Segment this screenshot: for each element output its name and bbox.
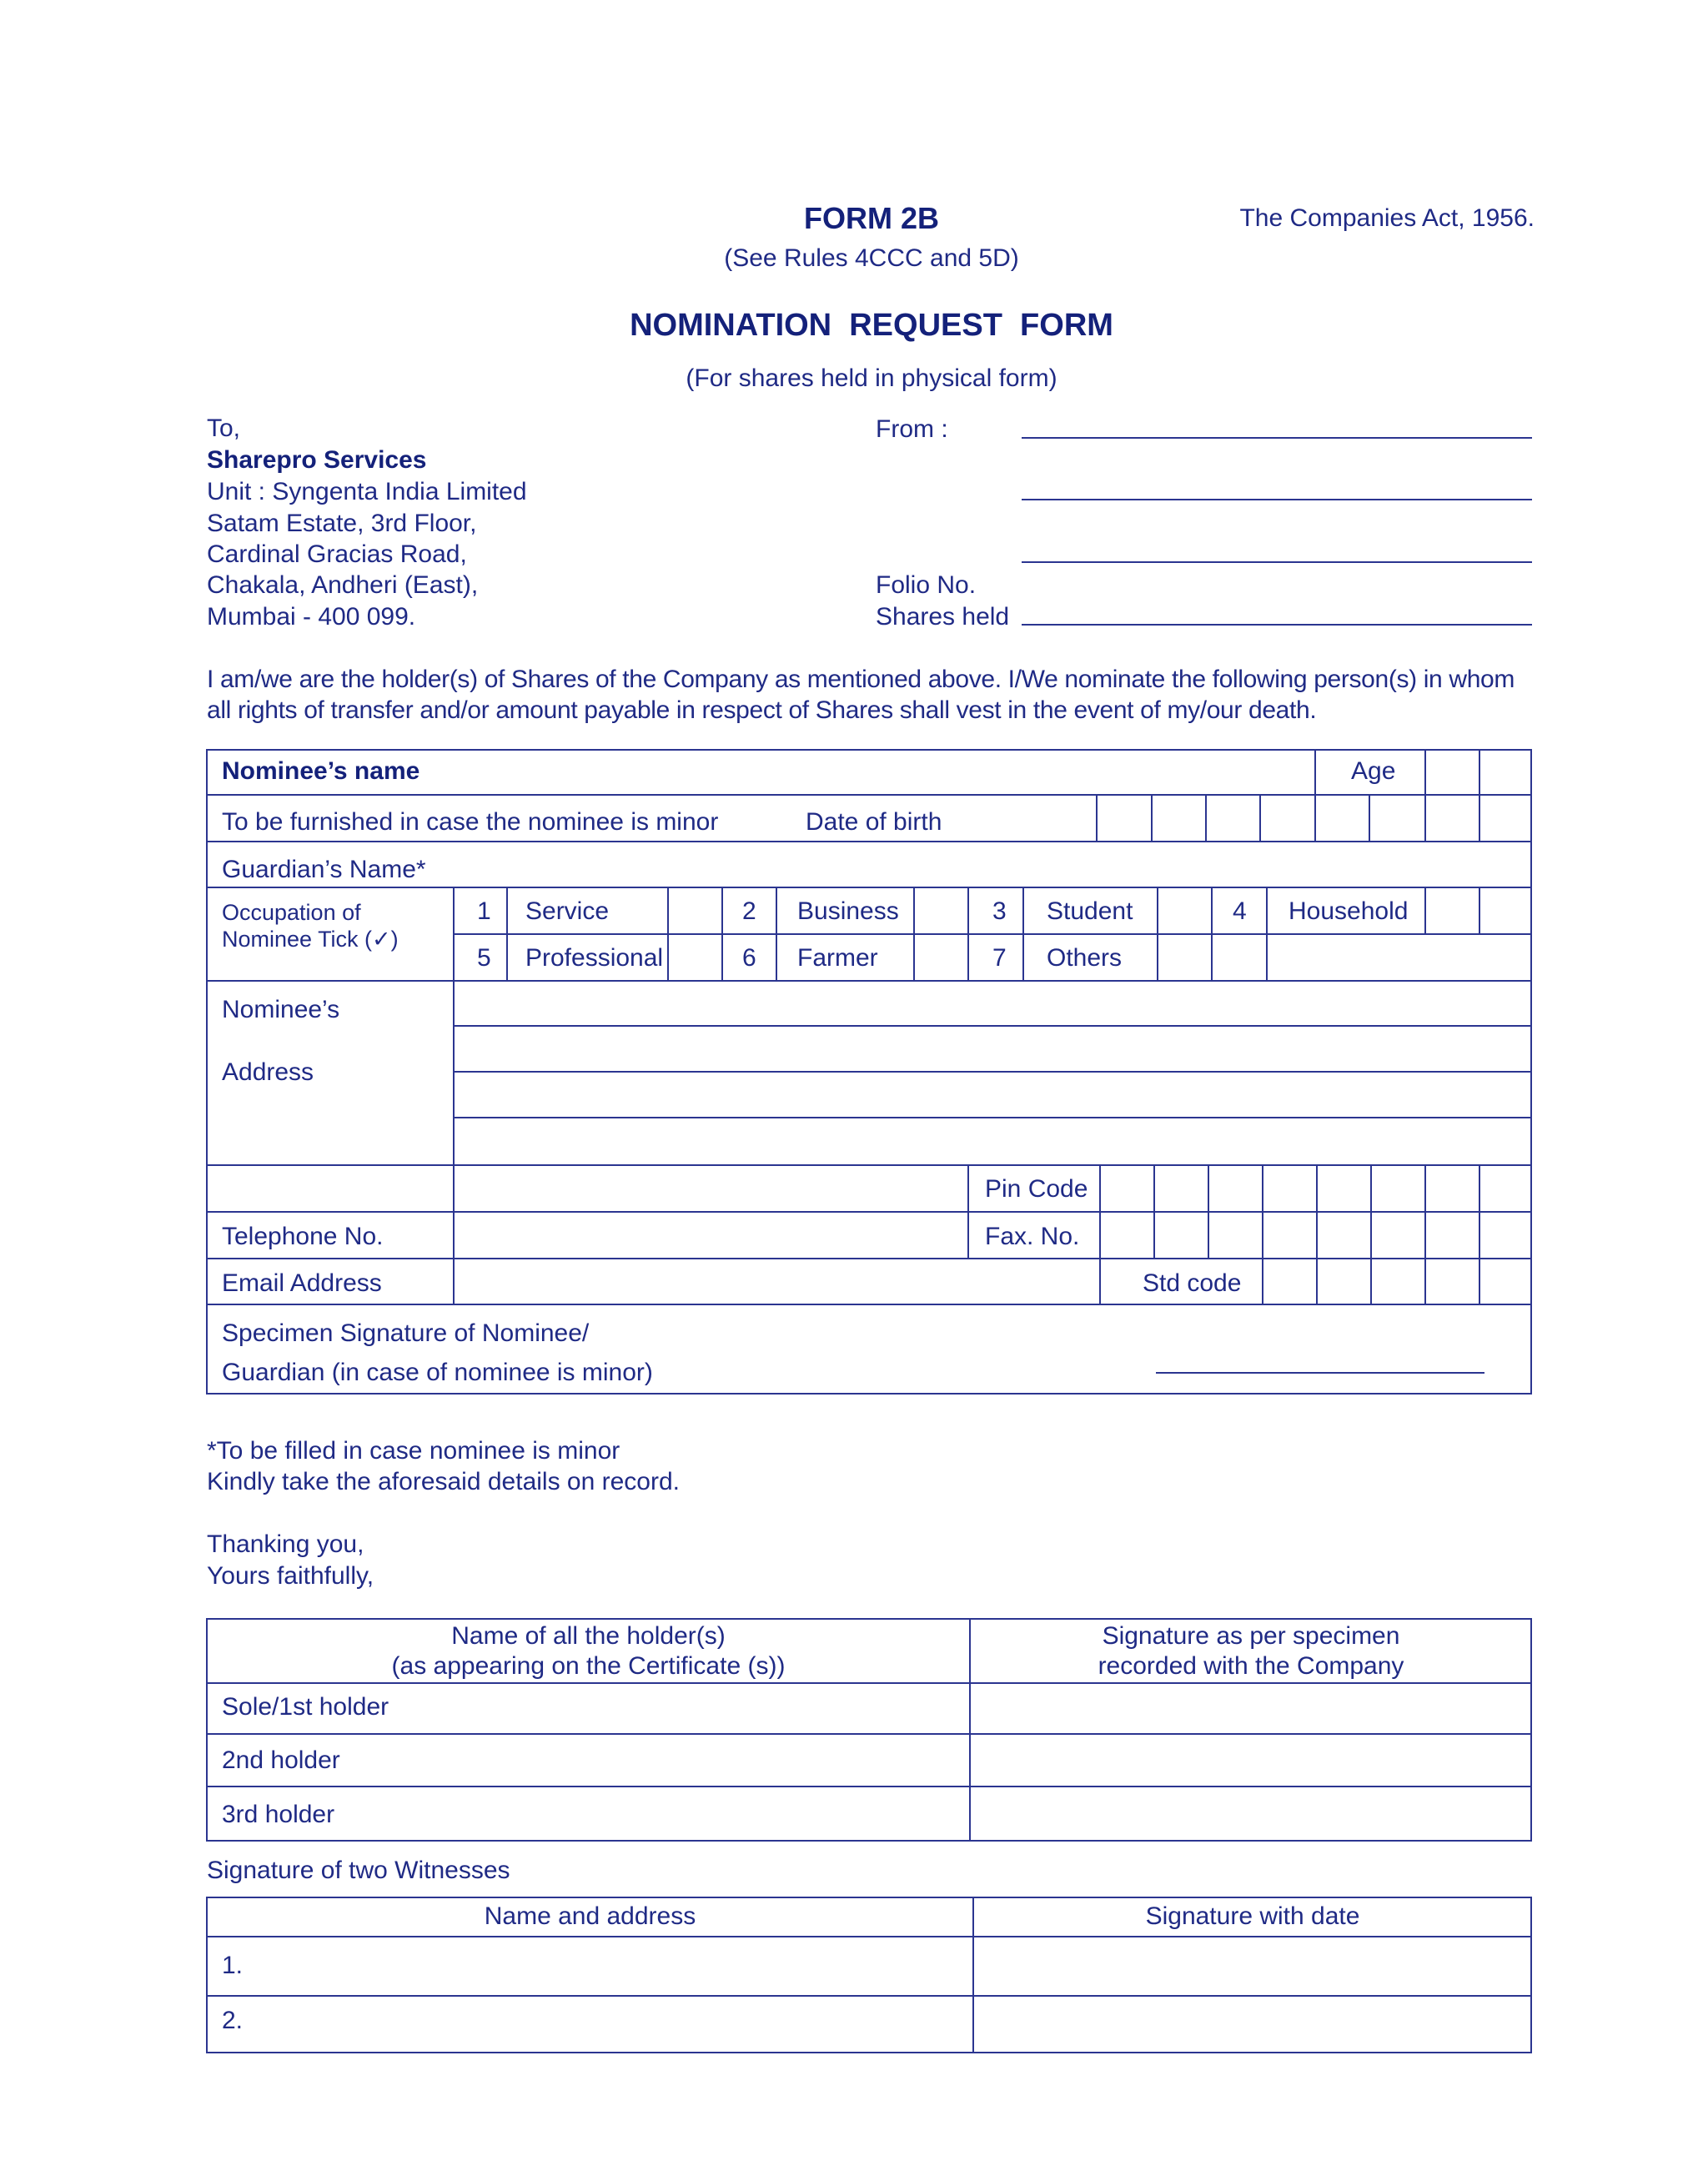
nominee-address-field[interactable] [455, 982, 1530, 1163]
shares-held-line[interactable] [1022, 624, 1532, 626]
occupation-number: 3 [992, 897, 1007, 925]
holder-row-label: 2nd holder [222, 1746, 340, 1774]
from-label: From : [876, 415, 948, 443]
address-extra-field[interactable] [455, 1166, 966, 1209]
address-line: Chakala, Andheri (East), [207, 571, 479, 599]
occupation-checkbox[interactable] [1157, 887, 1213, 935]
std-code-label: Std code [1143, 1269, 1242, 1297]
address-line: Mumbai - 400 099. [207, 603, 416, 631]
holder-row-label: 3rd holder [222, 1801, 335, 1828]
witness-signature-field[interactable] [974, 1997, 1531, 2052]
fax-label: Fax. No. [985, 1223, 1080, 1250]
nominee-address-label: Address [222, 1058, 314, 1086]
telephone-field[interactable] [455, 1213, 966, 1256]
occupation-option-student: Student [1047, 897, 1133, 925]
occupation-number: 1 [477, 897, 491, 925]
declaration-text: all rights of transfer and/or amount payable in respect of Shares shall vest in the event of my/our death. [207, 696, 1317, 724]
pin-code-label: Pin Code [985, 1175, 1088, 1203]
minor-label: To be furnished in case the nominee is minor [222, 808, 719, 836]
nominee-address-label: Nominee’s [222, 996, 340, 1023]
occupation-number: 2 [742, 897, 756, 925]
signature-column-header: recorded with the Company [1098, 1652, 1404, 1680]
rules-reference: (See Rules 4CCC and 5D) [724, 244, 1019, 272]
holders-column-header: Name of all the holder(s) [451, 1622, 726, 1650]
thanks-text: Thanking you, [207, 1530, 364, 1558]
witness-signature-field[interactable] [974, 1937, 1531, 1994]
address-line: Satam Estate, 3rd Floor, [207, 510, 477, 537]
closing-text: Yours faithfully, [207, 1562, 374, 1590]
act-reference: The Companies Act, 1956. [1239, 204, 1535, 232]
form-code: FORM 2B [804, 201, 939, 235]
record-note: Kindly take the aforesaid details on record. [207, 1468, 680, 1495]
address-line: Unit : Syngenta India Limited [207, 478, 527, 505]
occupation-number: 7 [992, 944, 1007, 972]
occupation-checkbox[interactable] [1424, 887, 1480, 935]
nominee-name-label: Nominee’s name [222, 757, 420, 785]
holder-signature-field[interactable] [971, 1684, 1531, 1732]
minor-note: *To be filled in case nominee is minor [207, 1437, 620, 1465]
signature-column-header: Signature as per specimen [1102, 1622, 1400, 1650]
occupation-option-others: Others [1047, 944, 1123, 972]
dob-label: Date of birth [806, 808, 942, 836]
occupation-label: Nominee Tick (✓) [222, 927, 399, 952]
company-name: Sharepro Services [207, 446, 427, 474]
age-label: Age [1351, 757, 1396, 785]
occupation-checkbox[interactable] [913, 933, 969, 980]
witness-title: Signature of two Witnesses [207, 1857, 510, 1884]
occupation-label: Occupation of [222, 900, 361, 925]
nominee-signature-line[interactable] [1156, 1372, 1484, 1374]
to-label: To, [207, 415, 241, 442]
occupation-option-household: Household [1289, 897, 1409, 925]
witness-name-header: Name and address [484, 1902, 696, 1930]
page-title: NOMINATION REQUEST FORM [630, 308, 1113, 343]
from-line[interactable] [1022, 499, 1532, 500]
shares-held-label: Shares held [876, 603, 1010, 631]
email-label: Email Address [222, 1269, 382, 1297]
guardian-name-label: Guardian’s Name* [222, 856, 426, 883]
holder-row-label: Sole/1st holder [222, 1693, 389, 1721]
folio-label: Folio No. [876, 571, 977, 599]
address-line: Cardinal Gracias Road, [207, 540, 467, 568]
from-line[interactable] [1022, 437, 1532, 439]
email-field[interactable] [455, 1259, 1098, 1303]
witness-row-label: 1. [222, 1952, 244, 1979]
occupation-checkbox[interactable] [667, 933, 723, 980]
witness-signature-header: Signature with date [1145, 1902, 1360, 1930]
occupation-checkbox[interactable] [913, 887, 969, 935]
page-subtitle: (For shares held in physical form) [686, 364, 1057, 392]
specimen-signature-label: Specimen Signature of Nominee/ [222, 1319, 590, 1347]
declaration-text: I am/we are the holder(s) of Shares of the Company as mentioned above. I/We nominate the following person(s) in whom [207, 666, 1515, 693]
occupation-option-service: Service [525, 897, 610, 925]
holder-signature-field[interactable] [971, 1787, 1531, 1840]
telephone-label: Telephone No. [222, 1223, 384, 1250]
holders-column-header: (as appearing on the Certificate (s)) [391, 1652, 786, 1680]
occupation-option-professional: Professional [525, 944, 664, 972]
holder-signature-field[interactable] [971, 1735, 1531, 1785]
from-line[interactable] [1022, 561, 1532, 563]
specimen-signature-label: Guardian (in case of nominee is minor) [222, 1359, 653, 1386]
occupation-number: 5 [477, 944, 491, 972]
occupation-number: 4 [1233, 897, 1247, 925]
occupation-checkbox[interactable] [1157, 933, 1213, 980]
occupation-checkbox[interactable] [667, 887, 723, 935]
occupation-option-business: Business [797, 897, 899, 925]
occupation-option-farmer: Farmer [797, 944, 878, 972]
occupation-number: 6 [742, 944, 756, 972]
witness-row-label: 2. [222, 2007, 244, 2034]
